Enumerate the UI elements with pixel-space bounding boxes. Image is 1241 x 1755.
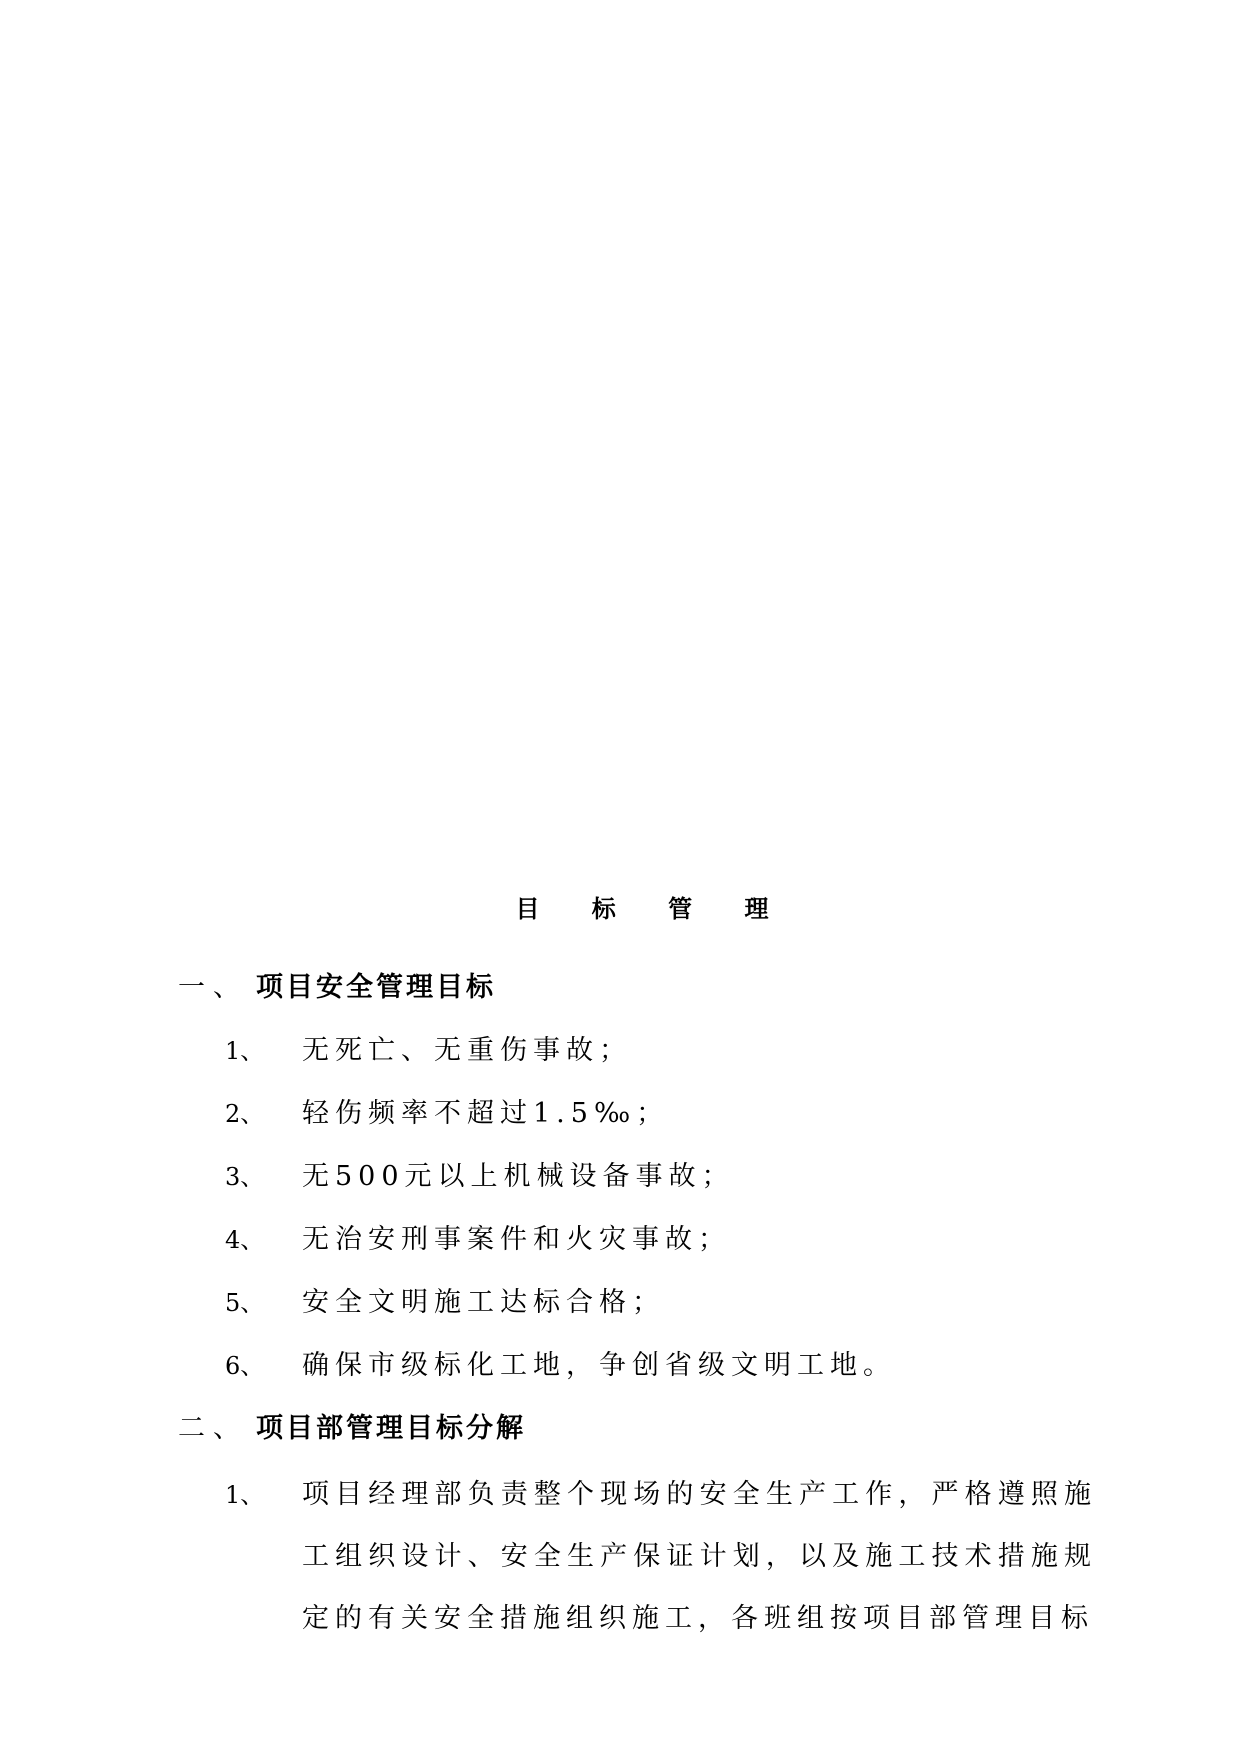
section-title: 项目安全管理目标 [256,972,496,1003]
page-title: 目 标 管 理 [515,894,791,923]
list-item [225,1159,735,1195]
list-item [225,1285,665,1321]
section-number: 一、 [178,972,248,1003]
item-number: 6、 [225,1352,265,1380]
item-text: 无治安刑事案件和火灾事故； [302,1224,731,1255]
item-text: 无死亡、无重伤事故； [302,1035,632,1066]
item-number: 3、 [225,1163,265,1191]
list-item [225,1348,896,1384]
section-heading-1 [178,970,496,1006]
list-item [225,1096,669,1132]
item-text: 轻伤频率不超过1.5‰； [302,1098,670,1129]
section-title: 项目部管理目标分解 [256,1413,526,1444]
list-item [225,1222,731,1258]
item-text: 项目经理部负责整个现场的安全生产工作，严格遵照施工组织设计、安全生产保证计划，以及施工技术措施规定的有关安全措施组织施工，各班组按项目部管理目标 [302,1479,1097,1634]
list-item [225,1033,632,1069]
section-number: 二、 [178,1413,248,1444]
item-number: 5、 [225,1289,265,1317]
item-number: 2、 [225,1100,265,1128]
item-text: 安全文明施工达标合格； [302,1287,665,1318]
section-heading-2 [178,1411,526,1447]
item-text: 无500元以上机械设备事故； [302,1161,735,1192]
item-number: 4、 [225,1226,265,1254]
item-number: 1、 [225,1037,265,1065]
item-text: 确保市级标化工地，争创省级文明工地。 [302,1350,896,1381]
item-number: 1、 [225,1481,265,1509]
paragraph-item [225,1464,1105,1650]
